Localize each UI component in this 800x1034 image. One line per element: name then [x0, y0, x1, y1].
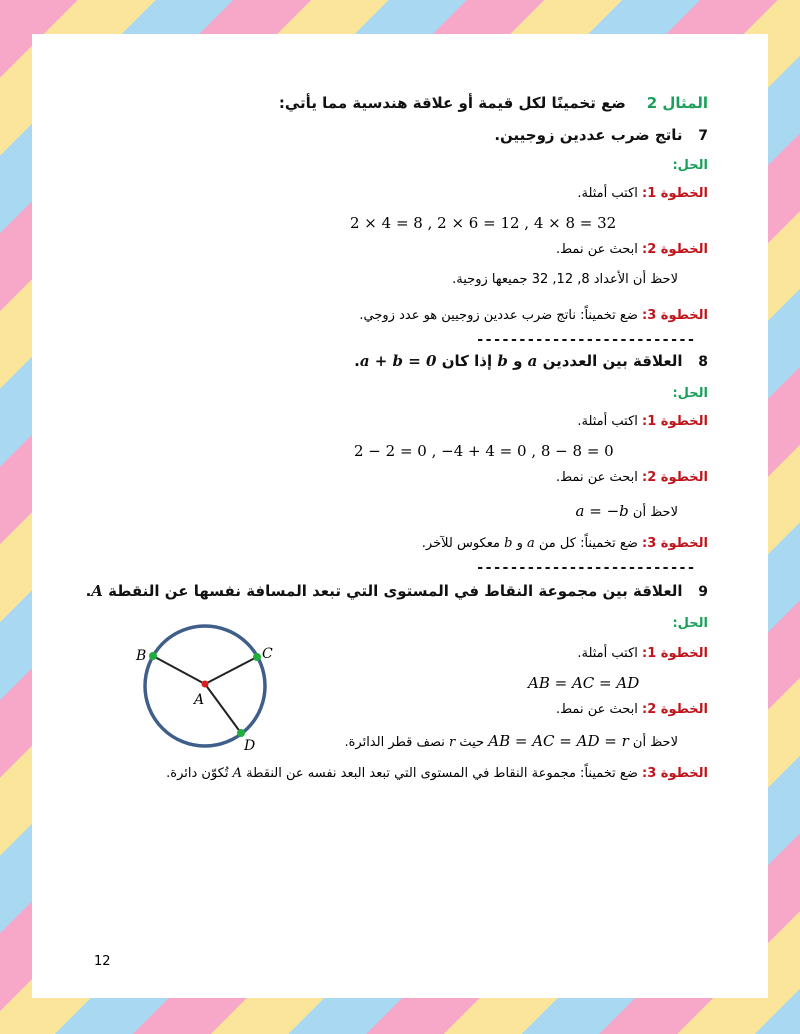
step-2	[556, 470, 708, 485]
step-text: ضع تخميناً: ناتج ضرب عددين زوجيين هو عدد زوجي.	[359, 308, 638, 323]
step-text: اكتب أمثلة.	[577, 186, 638, 201]
step-text: ابحث عن نمط.	[555, 470, 638, 485]
circle-diagram	[128, 616, 288, 756]
step-text: ابحث عن نمط.	[555, 242, 638, 257]
step-text: ابحث عن نمط.	[555, 702, 638, 717]
label-d: D	[244, 738, 256, 754]
step-1	[577, 646, 708, 661]
point-a: A	[91, 582, 103, 600]
observation-suffix: نصف قطر الدائرة.	[344, 735, 445, 750]
step-2	[556, 702, 708, 717]
problem-7-statement	[494, 126, 708, 144]
step-1	[577, 414, 708, 429]
observation-equation: a = −b	[575, 502, 629, 520]
problem-number: 9	[698, 584, 708, 600]
step-label: الخطوة 2:	[642, 470, 708, 485]
variable-b: b	[497, 352, 508, 370]
step-label: الخطوة 3:	[642, 308, 708, 323]
page-number: 12	[94, 954, 111, 969]
solution-label: الحل:	[672, 158, 708, 173]
step-3	[166, 766, 708, 781]
example-label: المثال 2	[646, 94, 708, 112]
variable-a: a	[527, 536, 535, 551]
condition-prefix: إذا كان	[441, 352, 493, 370]
problem-text: ناتج ضرب عددين زوجيين.	[494, 126, 683, 144]
step-1	[577, 186, 708, 201]
examples-equations: 2 × 4 = 8 , 2 × 6 = 12 , 4 × 8 = 32	[350, 214, 617, 232]
point-c-dot	[253, 653, 261, 661]
step-label: الخطوة 1:	[642, 646, 708, 661]
step-text: ضع تخميناً: مجموعة النقاط في المستوى التي تبعد البعد نفسه عن النقطة	[246, 766, 638, 781]
radius-ac	[205, 657, 257, 684]
problem-text: العلاقة بين العددين	[542, 352, 683, 370]
observation-prefix: لاحظ أن	[632, 505, 678, 520]
conjunction: و	[516, 536, 523, 551]
problem-9-statement: 9 العلاقة بين مجموعة النقاط في المستوى التي تبعد المسافة نفسها عن النقطة A.	[85, 582, 708, 600]
variable-b: b	[504, 536, 513, 551]
variable-a: a	[527, 352, 538, 370]
step-text-end: تُكوّن دائرة.	[166, 766, 229, 781]
examples-equations: AB = AC = AD	[528, 674, 640, 692]
step-3	[422, 536, 708, 551]
step-label: الخطوة 3:	[642, 766, 708, 781]
example-header	[279, 94, 708, 112]
step-label: الخطوة 2:	[642, 702, 708, 717]
step-label: الخطوة 3:	[642, 536, 708, 551]
conjunction: و	[513, 352, 523, 370]
problem-8-statement: 8 العلاقة بين العددين a و b إذا كان a + b = 0.	[354, 352, 708, 370]
problem-text: العلاقة بين مجموعة النقاط في المستوى التي تبعد المسافة نفسها عن النقطة	[108, 582, 683, 600]
step-text-end: معكوس للآخر.	[421, 536, 500, 551]
observation	[576, 502, 678, 520]
condition-equation: a + b = 0	[359, 352, 437, 370]
examples-equations: 2 − 2 = 0 , −4 + 4 = 0 , 8 − 8 = 0	[354, 442, 614, 460]
observation-equation: AB = AC = AD = r	[488, 732, 629, 750]
label-c: C	[262, 646, 273, 662]
step-2	[556, 242, 708, 257]
separator: --------------------------	[476, 332, 696, 348]
observation: لاحظ أن الأعداد 8, 12, 32 جميعها زوجية.	[452, 272, 678, 287]
solution-label: الحل:	[672, 616, 708, 631]
step-label: الخطوة 1:	[642, 186, 708, 201]
document-page	[32, 34, 768, 998]
problem-number: 8	[698, 354, 708, 370]
step-text: اكتب أمثلة.	[577, 414, 638, 429]
label-a: A	[194, 692, 205, 708]
solution-label: الحل:	[672, 386, 708, 401]
separator: --------------------------	[476, 560, 696, 576]
label-b: B	[136, 648, 147, 664]
step-3	[359, 308, 708, 323]
observation-prefix: لاحظ أن	[632, 735, 678, 750]
point-b-dot	[149, 652, 157, 660]
observation-where: حيث	[459, 735, 485, 750]
observation	[344, 732, 678, 750]
step-text: اكتب أمثلة.	[577, 646, 638, 661]
radius-ab	[153, 656, 205, 684]
step-text: ضع تخميناً: كل من	[538, 536, 638, 551]
step-label: الخطوة 1:	[642, 414, 708, 429]
point-a: A	[232, 766, 242, 781]
radius-r: r	[449, 735, 456, 750]
problem-number: 7	[698, 128, 708, 144]
point-d-dot	[237, 729, 245, 737]
step-label: الخطوة 2:	[642, 242, 708, 257]
radius-ad	[205, 684, 241, 733]
center-point	[202, 681, 209, 688]
example-instruction: ضع تخمينًا لكل قيمة أو علاقة هندسية مما يأتي:	[278, 94, 626, 112]
